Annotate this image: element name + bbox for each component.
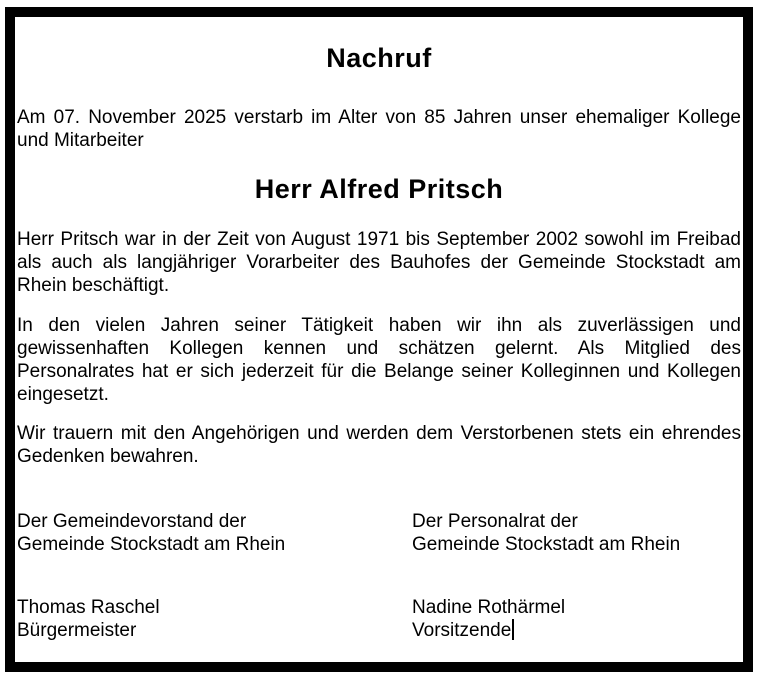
paragraph-line: eingesetzt. <box>17 384 109 405</box>
signer-role-line <box>412 619 741 642</box>
paragraph-line: Wir trauern mit den Angehörigen und werden dem Verstorbenen stets ein ehrendes <box>17 423 741 444</box>
intro-paragraph <box>17 106 741 152</box>
org-line: Gemeinde Stockstadt am Rhein <box>412 534 681 555</box>
org-line: Der Personalrat der <box>412 511 578 532</box>
paragraph-line: Herr Pritsch war in der Zeit von August 1971 bis September 2002 sowohl im Freibad <box>17 229 741 250</box>
signer-name: Nadine Rothärmel <box>412 597 566 618</box>
signature-names-row <box>17 596 741 642</box>
org-line: Gemeinde Stockstadt am Rhein <box>17 534 286 555</box>
paragraph-line: Personalrates hat er sich jederzeit für die Belange seiner Kolleginnen und Kollegen <box>17 361 741 382</box>
paragraph-line: als auch als langjähriger Vorarbeiter des Bauhofes der Gemeinde Stockstadt am <box>17 252 741 273</box>
signer-role: Bürgermeister <box>17 620 137 641</box>
org-line: Der Gemeindevorstand der <box>17 511 247 532</box>
tribute-paragraph <box>17 314 741 406</box>
document-text-area[interactable] <box>15 43 743 642</box>
paragraph-line: Am 07. November 2025 verstarb im Alter von 85 Jahren unser ehemaliger Kollege <box>17 107 741 128</box>
text-caret <box>512 619 514 640</box>
paragraph-line: Gedenken bewahren. <box>17 446 199 467</box>
signature-left <box>17 596 412 642</box>
paragraph-line: In den vielen Jahren seiner Tätigkeit haben wir ihn als zuverlässigen und <box>17 315 741 336</box>
document-border-frame <box>5 7 753 672</box>
career-paragraph <box>17 228 741 297</box>
deceased-name-heading: Herr Alfred Pritsch <box>254 174 504 204</box>
paragraph-line: Rhein beschäftigt. <box>17 275 170 296</box>
signature-right <box>412 596 741 642</box>
signature-org-right <box>412 510 741 556</box>
signer-role: Vorsitzende <box>412 620 512 641</box>
signer-name: Thomas Raschel <box>17 597 160 618</box>
paragraph-line: und Mitarbeiter <box>17 130 144 151</box>
signature-orgs-row <box>17 510 741 556</box>
document-title: Nachruf <box>326 43 432 73</box>
mourning-paragraph <box>17 422 741 468</box>
paragraph-line: gewissenhaften Kollegen kennen und schätzen gelernt. Als Mitglied des <box>17 338 741 359</box>
signature-org-left <box>17 510 412 556</box>
